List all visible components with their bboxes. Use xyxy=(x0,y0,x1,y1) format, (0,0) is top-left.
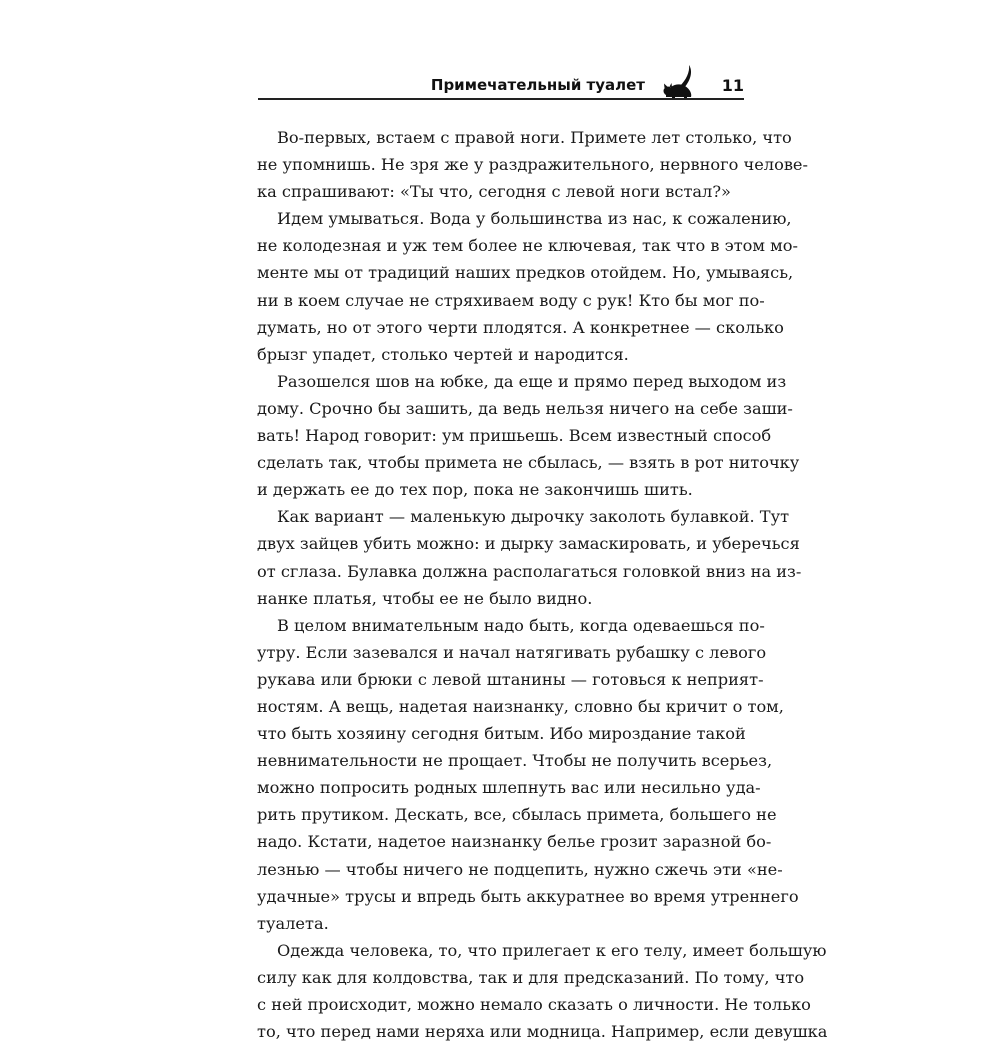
text-line: брызг упадет, столько чертей и народится. xyxy=(257,344,629,364)
text-line: можно попросить родных шлепнуть вас или несильно уда- xyxy=(257,778,761,798)
cat-silhouette-icon xyxy=(660,64,700,106)
text-line: ностям. А вещь, надетая наизнанку, словно бы кричит о том, xyxy=(257,696,784,716)
body-text xyxy=(257,124,828,1045)
text-line: Идем умываться. Вода у большинства из нас, к сожалению, xyxy=(277,209,792,229)
text-line: не упомнишь. Не зря же у раздражительного, нервного челове- xyxy=(257,155,808,175)
text-line: менте мы от традиций наших предков отойдем. Но, умываясь, xyxy=(257,263,794,283)
text-line: лезнью — чтобы ничего не подцепить, нужно сжечь эти «не- xyxy=(257,859,783,879)
chapter-title: Примечательный туалет xyxy=(430,76,645,94)
text-line: Разошелся шов на юбке, да еще и прямо перед выходом из xyxy=(277,371,787,391)
paragraph xyxy=(257,937,828,1045)
paragraph xyxy=(257,503,802,611)
paragraph xyxy=(257,368,800,503)
running-header xyxy=(258,72,744,100)
text-line: надо. Кстати, надетое наизнанку белье грозит заразной бо- xyxy=(257,832,772,852)
text-line: удачные» трусы и впредь быть аккуратнее во время утреннего xyxy=(257,886,799,906)
text-line: и держать ее до тех пор, пока не закончишь шить. xyxy=(257,480,693,500)
text-line: от сглаза. Булавка должна располагаться головкой вниз на из- xyxy=(257,561,802,581)
text-line: не колодезная и уж тем более не ключевая, так что в этом мо- xyxy=(257,236,798,256)
text-line: Как вариант — маленькую дырочку заколоть булавкой. Тут xyxy=(277,507,790,527)
text-line: что быть хозяину сегодня битым. Ибо мироздание такой xyxy=(257,724,746,744)
text-line: силу как для колдовства, так и для предсказаний. По тому, что xyxy=(257,967,805,987)
text-line: с ней происходит, можно немало сказать о личности. Не только xyxy=(257,995,811,1014)
text-line: туалета. xyxy=(257,913,329,933)
text-line: Во-первых, встаем с правой ноги. Примете лет столько, что xyxy=(277,128,792,147)
text-line: то, что перед нами неряха или модница. Например, если девушка xyxy=(257,1022,828,1042)
text-line: рукава или брюки с левой штанины — готовься к неприят- xyxy=(257,669,764,689)
text-line: нанке платья, чтобы ее не было видно. xyxy=(257,588,593,608)
text-line: невнимательности не прощает. Чтобы не получить всерьез, xyxy=(257,751,773,771)
header-rule xyxy=(258,98,744,100)
text-line: рить прутиком. Дескать, все, сбылась примета, большего не xyxy=(257,805,777,825)
paragraph xyxy=(257,205,798,368)
text-line: В целом внимательным надо быть, когда одеваешься по- xyxy=(277,615,765,635)
text-line: Одежда человека, то, что прилегает к его телу, имеет большую xyxy=(277,940,827,960)
text-line: утру. Если зазевался и начал натягивать рубашку с левого xyxy=(257,642,767,662)
text-line: думать, но от этого черти плодятся. А конкретнее — сколько xyxy=(257,317,784,337)
page-number: 11 xyxy=(721,76,744,95)
text-line: двух зайцев убить можно: и дырку замаскировать, и уберечься xyxy=(257,534,800,554)
paragraph xyxy=(257,612,799,937)
text-line: вать! Народ говорит: ум пришьешь. Всем известный способ xyxy=(257,426,772,446)
text-line: сделать так, чтобы примета не сбылась, — взять в рот ниточку xyxy=(257,453,800,473)
text-line: ни в коем случае не стряхиваем воду с рук! Кто бы мог по- xyxy=(257,290,765,310)
text-line: дому. Срочно бы зашить, да ведь нельзя ничего на себе заши- xyxy=(257,398,793,418)
text-line: ка спрашивают: «Ты что, сегодня с левой ноги встал?» xyxy=(257,182,731,202)
paragraph xyxy=(257,124,808,205)
